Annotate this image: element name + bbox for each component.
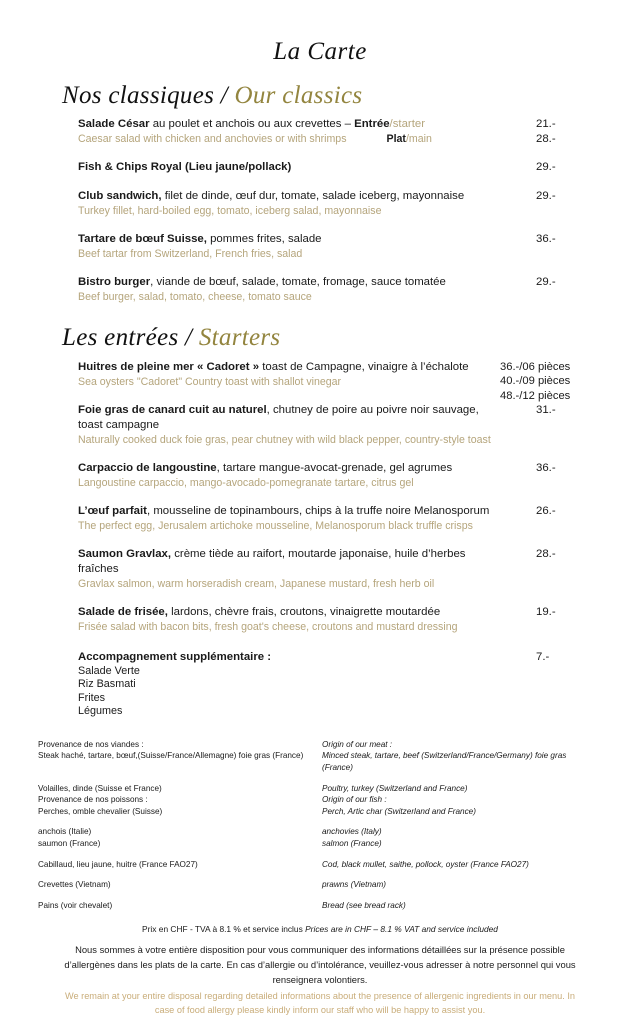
accompaniment-option: Salade Verte	[78, 664, 140, 677]
menu-item-desc-fr: , viande de bœuf, salade, tomate, fromage, sauce tomatée	[150, 276, 446, 288]
provenance-line-en: Cod, black mullet, saithe, pollock, oyster (France FAO27)	[322, 859, 529, 869]
provenance-line-en: Poultry, turkey (Switzerland and France)	[322, 783, 468, 793]
section-heading-en: Our classics	[234, 81, 363, 109]
menu-item-price: 26.-	[536, 504, 556, 517]
menu-item-name-fr: Fish & Chips Royal (Lieu jaune/pollack)	[78, 161, 292, 173]
menu-item	[78, 232, 640, 261]
menu-item-en: Naturally cooked duck foie gras, pear chutney with wild black pepper, country-style toast	[78, 433, 491, 446]
menu-item-desc-fr: , mousseline de topinambours, chips à la truffe noire Melanosporum	[146, 504, 490, 517]
provenance-col-fr	[38, 859, 322, 871]
accompaniment-option: Riz Basmati	[78, 678, 136, 691]
menu-item-name-fr: Huitres de pleine mer « Cadoret »	[78, 360, 260, 373]
menu-item	[78, 547, 640, 591]
menu-item-desc-fr: , chutney de poire au poivre noir sauvage, toast campagne	[78, 403, 479, 431]
menu-item-price: 29.-	[536, 276, 556, 288]
menu-item	[78, 403, 640, 447]
section-heading-separator: /	[178, 324, 199, 351]
section-heading-en: Starters	[198, 324, 281, 351]
accompaniment-option: Frites	[78, 691, 105, 704]
provenance-col-fr	[38, 739, 322, 774]
provenance-group	[38, 783, 606, 818]
menu-item-name-fr: Bistro burger	[78, 276, 151, 288]
accompaniment-option: Légumes	[78, 705, 123, 718]
menu-item-course-en: /starter	[389, 118, 425, 130]
provenance-col-en	[322, 859, 606, 871]
menu-item-name-fr: Salade de frisée,	[78, 605, 168, 618]
accompaniment-price: 7.-	[536, 650, 550, 663]
menu-item-name-fr: Club sandwich,	[78, 190, 162, 202]
menu-item-price: 36.-	[536, 461, 556, 474]
menu-item-en: Beef burger, salad, tomato, cheese, tomato sauce	[78, 291, 312, 303]
menu-item-en: The perfect egg, Jerusalem artichoke mousseline, Melanosporum black truffle crisps	[78, 519, 473, 532]
menu-item-name-fr: Carpaccio de langoustine	[78, 461, 217, 474]
menu-page	[0, 38, 640, 1016]
menu-item-price-options	[500, 360, 640, 404]
menu-item-desc-fr: crème tiède au raifort, moutarde japonaise, huile d’herbes fraîches	[78, 547, 466, 575]
provenance-line-en: Bread (see bread rack)	[322, 900, 406, 910]
vat-notice-fr: Prix en CHF - TVA à 8.1 % et service inclus	[142, 924, 306, 935]
menu-item-en: Sea oysters "Cadoret" Country toast with shallot vinegar	[78, 375, 342, 388]
menu-item-en: Gravlax salmon, warm horseradish cream, Japanese mustard, fresh herb oil	[78, 577, 435, 590]
menu-item-desc-fr: toast de Campagne, vinaigre à l’échalote	[259, 360, 469, 373]
menu-item-en: Beef tartar from Switzerland, French fries, salad	[78, 248, 303, 260]
provenance-col-fr	[38, 826, 322, 849]
provenance-col-en	[322, 900, 606, 912]
menu-item-desc-fr: lardons, chèvre frais, croutons, vinaigrette moutardée	[167, 605, 441, 618]
menu-item-price-option: 48.-/12 pièces	[500, 389, 571, 402]
provenance-line-en: Origin of our meat :	[322, 739, 393, 749]
menu-item-name-fr: Saumon Gravlax,	[78, 547, 172, 560]
menu-item-price: 29.-	[536, 190, 556, 202]
menu-item-desc-en: Caesar salad with chicken and anchovies or with shrimps	[78, 133, 347, 145]
menu-item-desc-fr: pommes frites, salade	[206, 233, 322, 245]
provenance-col-fr	[38, 783, 322, 818]
menu-item-price: 29.-	[536, 161, 556, 173]
section-heading-separator: /	[214, 81, 235, 109]
provenance-col-fr	[38, 900, 322, 912]
provenance-block	[0, 739, 640, 912]
menu-item-price-option: 36.-/06 pièces	[500, 360, 571, 373]
provenance-line-fr: Steak haché, tartare, bœuf,(Suisse/France/Allemagne) foie gras (France)	[38, 751, 304, 761]
provenance-line-fr: Provenance de nos poissons :	[38, 795, 148, 805]
classics-item-list	[0, 117, 640, 304]
vat-notice-en: Prices are in CHF – 8.1 % VAT and service included	[305, 924, 498, 935]
provenance-group	[38, 879, 606, 891]
provenance-col-en	[322, 879, 606, 891]
allergy-notice-en: We remain at your entire disposal regarding detailed informations about the presence of allergenic ingredients in our menu. In case of food allergy please kindly inform our staff who will be happy to assist you.	[64, 991, 576, 1016]
accompaniment-block	[0, 650, 640, 719]
provenance-line-en: salmon (France)	[322, 839, 382, 849]
accompaniment-title: Accompagnement supplémentaire :	[78, 650, 272, 663]
provenance-line-en: Origin of our fish :	[322, 795, 387, 805]
menu-item-name-fr: Salade César	[78, 118, 150, 130]
menu-item-name-fr: L’œuf parfait	[78, 504, 147, 517]
menu-item	[78, 360, 640, 402]
menu-item-en: Turkey fillet, hard-boiled egg, tomato, iceberg salad, mayonnaise	[78, 205, 382, 217]
menu-item-en: Langoustine carpaccio, mango-avocado-pomegranate tartare, citrus gel	[78, 476, 414, 489]
section-heading-starters	[0, 324, 640, 352]
provenance-line-fr: Perches, omble chevalier (Suisse)	[38, 806, 163, 816]
provenance-group	[38, 900, 606, 912]
provenance-col-fr	[38, 879, 322, 891]
provenance-line-fr: Cabillaud, lieu jaune, huitre (France FAO27)	[38, 859, 198, 869]
menu-item-name-fr: Foie gras de canard cuit au naturel	[78, 403, 267, 416]
provenance-col-en	[322, 826, 606, 849]
provenance-group	[38, 739, 606, 774]
menu-item-price-secondary: 28.-	[536, 133, 556, 145]
page-title: La Carte	[273, 38, 367, 65]
menu-item-course2-en: /main	[405, 133, 432, 145]
provenance-group	[38, 826, 606, 849]
provenance-col-en	[322, 783, 606, 818]
menu-item-price: 36.-	[536, 233, 556, 245]
section-heading-fr: Les entrées	[62, 324, 179, 351]
provenance-col-en	[322, 739, 606, 774]
provenance-line-en: Minced steak, tartare, beef (Switzerland/France/Germany) foie gras (France)	[322, 751, 567, 773]
menu-item	[78, 504, 640, 533]
provenance-line-fr: Crevettes (Vietnam)	[38, 880, 111, 890]
menu-item-desc-fr: au poulet et anchois ou aux crevettes –	[149, 118, 355, 130]
menu-item	[78, 117, 640, 146]
allergy-notice-fr: Nous sommes à votre entière disposition pour vous communiquer des informations détaillées sur la présence possible d’allergènes dans les plats de la carte. En cas d’allergie ou d’intolérance, veuillez-vous adresser à notre personnel qui vous renseignera volontiers.	[64, 944, 576, 986]
menu-item	[78, 461, 640, 490]
provenance-line-en: Perch, Artic char (Switzerland and France)	[322, 806, 476, 816]
menu-item-desc-fr: , tartare mangue-avocat-grenade, gel agrumes	[216, 461, 453, 474]
provenance-group	[38, 859, 606, 871]
menu-item-course-fr: Entrée	[354, 118, 390, 130]
provenance-line-fr: Provenance de nos viandes :	[38, 739, 144, 749]
menu-item	[78, 189, 640, 218]
section-heading-classics	[0, 82, 640, 110]
menu-item-desc-fr: filet de dinde, œuf dur, tomate, salade iceberg, mayonnaise	[161, 190, 465, 202]
provenance-line-fr: Volailles, dinde (Suisse et France)	[38, 783, 162, 793]
menu-item-price: 19.-	[536, 605, 556, 618]
menu-item-en: Frisée salad with bacon bits, fresh goat's cheese, croutons and mustard dressing	[78, 620, 458, 633]
provenance-line-en: anchovies (Italy)	[322, 827, 382, 837]
starters-item-list	[0, 360, 640, 634]
menu-item-price: 21.-	[536, 118, 556, 130]
footer-block	[0, 923, 640, 1017]
provenance-line-en: prawns (Vietnam)	[322, 880, 387, 890]
menu-item	[78, 275, 640, 304]
menu-item-price: 28.-	[536, 547, 556, 560]
menu-item-price: 31.-	[536, 403, 556, 416]
provenance-line-fr: Pains (voir chevalet)	[38, 900, 113, 910]
menu-item	[78, 160, 640, 175]
provenance-line-fr: anchois (Italie)	[38, 827, 92, 837]
section-heading-fr: Nos classiques	[62, 81, 215, 109]
menu-item-name-fr: Tartare de bœuf Suisse,	[78, 233, 207, 245]
provenance-line-fr: saumon (France)	[38, 839, 101, 849]
menu-item-course2-fr: Plat	[386, 133, 406, 145]
menu-item	[78, 605, 640, 634]
menu-item-price-option: 40.-/09 pièces	[500, 375, 571, 388]
vat-notice	[44, 923, 596, 935]
